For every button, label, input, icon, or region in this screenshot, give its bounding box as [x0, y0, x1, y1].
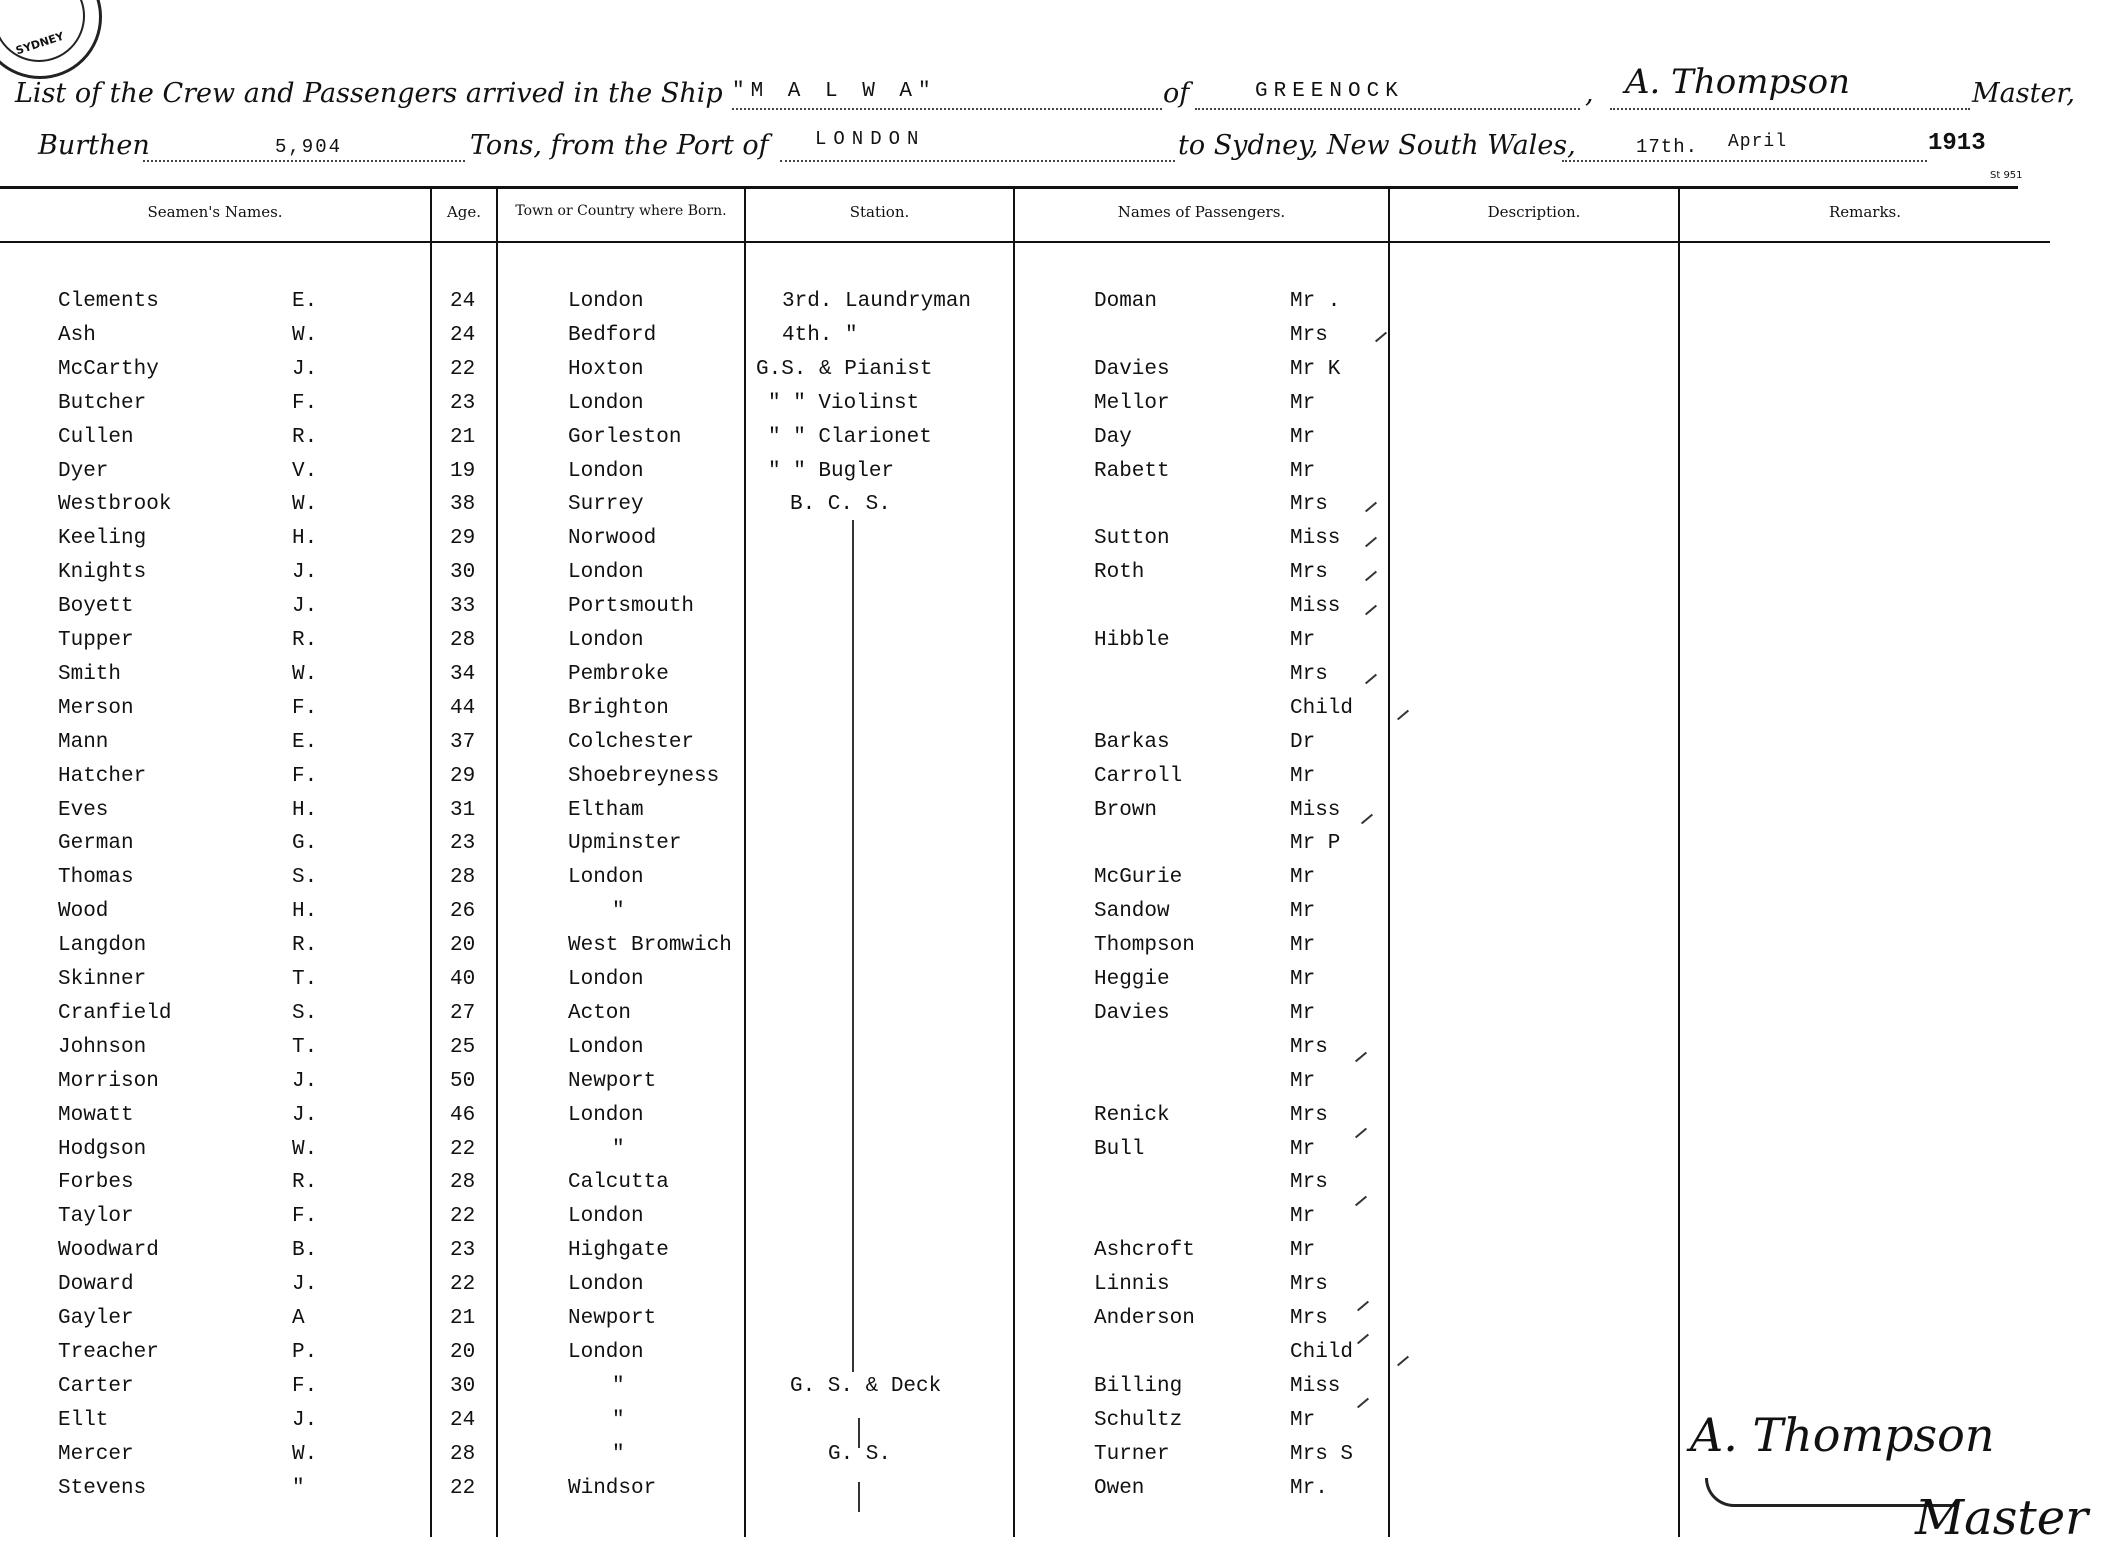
passenger-title: Miss — [1290, 527, 1341, 550]
seaman-surname: Ash — [58, 324, 96, 347]
passenger-name: McGurie — [1094, 866, 1183, 889]
seaman-initial: E. — [292, 731, 318, 754]
seaman-initial: F. — [292, 392, 318, 415]
seaman-initial: W. — [292, 324, 318, 347]
seaman-initial: W. — [292, 1138, 318, 1161]
seaman-initial: W. — [292, 493, 318, 516]
passenger-name: Schultz — [1094, 1409, 1183, 1432]
seaman-initial: A — [292, 1307, 305, 1330]
seaman-birthplace: London — [568, 290, 644, 313]
seaman-birthplace: " — [612, 1375, 625, 1398]
passenger-name: Doman — [1094, 290, 1158, 313]
seaman-birthplace: Windsor — [568, 1477, 657, 1500]
seaman-age: 50 — [450, 1070, 476, 1093]
passenger-title: Mrs — [1290, 1104, 1328, 1127]
seaman-surname: Butcher — [58, 392, 147, 415]
seaman-initial: F. — [292, 1205, 318, 1228]
seaman-surname: McCarthy — [58, 358, 159, 381]
seaman-initial: W. — [292, 1443, 318, 1466]
seaman-birthplace: Bedford — [568, 324, 657, 347]
tick-mark — [1365, 571, 1377, 582]
col-head-age: Age. — [446, 203, 482, 221]
passenger-name: Thompson — [1094, 934, 1195, 957]
tick-mark — [1361, 814, 1373, 825]
seaman-surname: Mann — [58, 731, 109, 754]
seaman-initial: F. — [292, 697, 318, 720]
seaman-age: 20 — [450, 934, 476, 957]
tick-mark — [1365, 674, 1377, 685]
passenger-title: Mr — [1290, 460, 1316, 483]
seaman-surname: Knights — [58, 561, 147, 584]
seaman-surname: Johnson — [58, 1036, 147, 1059]
seaman-initial: S. — [292, 1002, 318, 1025]
passenger-title: Mrs — [1290, 1036, 1328, 1059]
seaman-initial: E. — [292, 290, 318, 313]
tick-mark — [1397, 1356, 1409, 1367]
passenger-name: Turner — [1094, 1443, 1170, 1466]
seaman-age: 20 — [450, 1341, 476, 1364]
passenger-name: Carroll — [1094, 765, 1183, 788]
seaman-initial: F. — [292, 1375, 318, 1398]
seaman-age: 37 — [450, 731, 476, 754]
passenger-name: Mellor — [1094, 392, 1170, 415]
date-line — [1562, 160, 1927, 162]
master-line — [1610, 108, 1970, 110]
col-divider-station — [744, 188, 746, 1537]
seaman-surname: Dyer — [58, 460, 109, 483]
seaman-surname: German — [58, 832, 134, 855]
from-port-line — [780, 160, 1175, 162]
seaman-birthplace: London — [568, 866, 644, 889]
seaman-station: B. C. S. — [790, 493, 891, 516]
from-port: LONDON — [815, 128, 926, 150]
seaman-initial: R. — [292, 934, 318, 957]
seaman-age: 29 — [450, 765, 476, 788]
col-head-description: Description. — [1487, 203, 1581, 221]
seaman-birthplace: London — [568, 561, 644, 584]
year: 1913 — [1928, 130, 1986, 157]
seaman-birthplace: Portsmouth — [568, 595, 695, 618]
passenger-title: Mr. — [1290, 1477, 1328, 1500]
passenger-title: Miss — [1290, 799, 1341, 822]
passenger-name: Hibble — [1094, 629, 1170, 652]
seaman-birthplace: Gorleston — [568, 426, 682, 449]
seaman-birthplace: " — [612, 900, 625, 923]
col-divider-born — [496, 188, 498, 1537]
header-bottom-rule — [0, 241, 2050, 243]
passenger-title: Mr — [1290, 426, 1316, 449]
seaman-station: G.S. & Pianist — [756, 358, 933, 381]
seaman-initial: " — [292, 1477, 305, 1500]
seaman-age: 22 — [450, 1273, 476, 1296]
seaman-station: " " Violinst — [768, 392, 920, 415]
passenger-title: Child — [1290, 697, 1354, 720]
col-divider-passengers — [1013, 188, 1015, 1537]
passenger-title: Child — [1290, 1341, 1354, 1364]
seaman-initial: P. — [292, 1341, 318, 1364]
seaman-birthplace: London — [568, 460, 644, 483]
tick-mark — [1357, 1398, 1369, 1409]
seaman-station: 3rd. Laundryman — [782, 290, 972, 313]
seaman-age: 24 — [450, 1409, 476, 1432]
tick-mark — [1375, 332, 1387, 343]
tick-mark — [1365, 502, 1377, 513]
passenger-name: Davies — [1094, 358, 1170, 381]
col-head-passengers: Names of Passengers. — [1117, 203, 1286, 221]
seaman-initial: T. — [292, 968, 318, 991]
seaman-age: 19 — [450, 460, 476, 483]
passenger-name: Barkas — [1094, 731, 1170, 754]
seaman-surname: Tupper — [58, 629, 134, 652]
seaman-birthplace: London — [568, 1205, 644, 1228]
seaman-birthplace: " — [612, 1138, 625, 1161]
seaman-age: 23 — [450, 832, 476, 855]
passenger-title: Mr — [1290, 1070, 1316, 1093]
passenger-title: Mr — [1290, 1138, 1316, 1161]
seaman-birthplace: Colchester — [568, 731, 695, 754]
passenger-title: Mr — [1290, 968, 1316, 991]
seaman-initial: J. — [292, 1070, 318, 1093]
seaman-initial: J. — [292, 1273, 318, 1296]
seaman-age: 23 — [450, 1239, 476, 1262]
seaman-birthplace: Shoebreyness — [568, 765, 720, 788]
seaman-birthplace: London — [568, 1104, 644, 1127]
seaman-age: 30 — [450, 1375, 476, 1398]
passenger-name: Roth — [1094, 561, 1145, 584]
seaman-surname: Smith — [58, 663, 122, 686]
seaman-initial: J. — [292, 358, 318, 381]
seaman-age: 29 — [450, 527, 476, 550]
seaman-surname: Forbes — [58, 1171, 134, 1194]
passenger-title: Mrs — [1290, 663, 1328, 686]
seaman-surname: Woodward — [58, 1239, 159, 1262]
seaman-birthplace: London — [568, 392, 644, 415]
seaman-surname: Doward — [58, 1273, 134, 1296]
seaman-age: 34 — [450, 663, 476, 686]
seaman-age: 21 — [450, 1307, 476, 1330]
passenger-title: Mr K — [1290, 358, 1341, 381]
seaman-birthplace: Norwood — [568, 527, 657, 550]
passenger-title: Mr — [1290, 900, 1316, 923]
seaman-station: G. S. & Deck — [790, 1375, 942, 1398]
tick-mark — [1365, 537, 1377, 548]
seaman-age: 21 — [450, 426, 476, 449]
seaman-surname: Thomas — [58, 866, 134, 889]
seaman-birthplace: London — [568, 968, 644, 991]
to-sydney-label: to Sydney, New South Wales, — [1178, 130, 1576, 161]
seaman-birthplace: Eltham — [568, 799, 644, 822]
passenger-name: Linnis — [1094, 1273, 1170, 1296]
passenger-title: Mrs — [1290, 1307, 1328, 1330]
seaman-birthplace: London — [568, 629, 644, 652]
seaman-age: 24 — [450, 324, 476, 347]
passenger-title: Mrs — [1290, 493, 1328, 516]
col-head-born: Town or Country where Born. — [515, 203, 727, 219]
seaman-birthplace: Newport — [568, 1070, 657, 1093]
passenger-name: Billing — [1094, 1375, 1183, 1398]
seaman-birthplace: London — [568, 1036, 644, 1059]
seaman-initial: H. — [292, 799, 318, 822]
form-number: St 951 — [1990, 170, 2023, 181]
station-ditto-line-3 — [858, 1482, 860, 1512]
passenger-name: Day — [1094, 426, 1132, 449]
seaman-initial: F. — [292, 765, 318, 788]
date-day: 17th. — [1636, 136, 1699, 158]
seaman-surname: Ellt — [58, 1409, 109, 1432]
passenger-title: Mr — [1290, 629, 1316, 652]
passenger-title: Miss — [1290, 1375, 1341, 1398]
seaman-surname: Merson — [58, 697, 134, 720]
passenger-title: Mr — [1290, 765, 1316, 788]
seaman-station: " " Bugler — [768, 460, 895, 483]
burthen-label: Burthen — [38, 130, 150, 161]
seaman-birthplace: London — [568, 1273, 644, 1296]
footer-signature-role: Master — [1915, 1490, 2089, 1546]
seaman-age: 24 — [450, 290, 476, 313]
seaman-birthplace: Highgate — [568, 1239, 669, 1262]
seaman-birthplace: Hoxton — [568, 358, 644, 381]
seaman-initial: R. — [292, 426, 318, 449]
registry-line — [1195, 108, 1580, 110]
passenger-title: Mr — [1290, 1002, 1316, 1025]
seaman-surname: Wood — [58, 900, 109, 923]
burthen-line — [143, 160, 465, 162]
date-month: April — [1728, 132, 1788, 152]
passenger-name: Rabett — [1094, 460, 1170, 483]
seaman-surname: Treacher — [58, 1341, 159, 1364]
master-signature: A. Thompson — [1625, 62, 1851, 102]
seaman-birthplace: Upminster — [568, 832, 682, 855]
passenger-title: Mrs — [1290, 1273, 1328, 1296]
seaman-surname: Taylor — [58, 1205, 134, 1228]
seaman-initial: R. — [292, 629, 318, 652]
seaman-surname: Langdon — [58, 934, 147, 957]
passenger-title: Mrs S — [1290, 1443, 1354, 1466]
seaman-surname: Gayler — [58, 1307, 134, 1330]
passenger-title: Mrs — [1290, 1171, 1328, 1194]
seaman-birthplace: Pembroke — [568, 663, 669, 686]
seaman-initial: S. — [292, 866, 318, 889]
passenger-name: Bull — [1094, 1138, 1145, 1161]
tick-mark — [1355, 1196, 1367, 1207]
col-divider-remarks — [1678, 188, 1680, 1537]
seaman-initial: J. — [292, 1409, 318, 1432]
tick-mark — [1397, 710, 1409, 721]
seaman-age: 22 — [450, 1477, 476, 1500]
passenger-title: Mr . — [1290, 290, 1341, 313]
passenger-name: Sutton — [1094, 527, 1170, 550]
seaman-initial: J. — [292, 1104, 318, 1127]
seaman-initial: J. — [292, 561, 318, 584]
ship-name-line — [732, 108, 1162, 110]
passenger-title: Mr — [1290, 934, 1316, 957]
seaman-surname: Cranfield — [58, 1002, 172, 1025]
seaman-age: 23 — [450, 392, 476, 415]
seaman-age: 26 — [450, 900, 476, 923]
seaman-surname: Cullen — [58, 426, 134, 449]
seaman-birthplace: " — [612, 1409, 625, 1432]
seaman-birthplace: Newport — [568, 1307, 657, 1330]
passenger-title: Mr — [1290, 392, 1316, 415]
official-seal — [0, 0, 102, 79]
passenger-title: Mr — [1290, 1239, 1316, 1262]
seaman-surname: Carter — [58, 1375, 134, 1398]
seaman-initial: J. — [292, 595, 318, 618]
port-of-registry: GREENOCK — [1255, 80, 1404, 103]
seaman-age: 22 — [450, 1138, 476, 1161]
tick-mark — [1357, 1334, 1369, 1345]
seaman-surname: Morrison — [58, 1070, 159, 1093]
seaman-surname: Westbrook — [58, 493, 172, 516]
seaman-initial: T. — [292, 1036, 318, 1059]
col-head-station: Station. — [849, 203, 910, 221]
passenger-name: Ashcroft — [1094, 1239, 1195, 1262]
passenger-title: Mr P — [1290, 832, 1341, 855]
seaman-birthplace: London — [568, 1341, 644, 1364]
seaman-surname: Stevens — [58, 1477, 147, 1500]
of-label: of — [1163, 78, 1190, 109]
passenger-title: Miss — [1290, 595, 1341, 618]
seaman-initial: B. — [292, 1239, 318, 1262]
seaman-initial: H. — [292, 900, 318, 923]
seaman-surname: Hodgson — [58, 1138, 147, 1161]
tons-from-label: Tons, from the Port of — [470, 130, 769, 161]
passenger-name: Owen — [1094, 1477, 1145, 1500]
passenger-name: Sandow — [1094, 900, 1170, 923]
seaman-initial: V. — [292, 460, 318, 483]
passenger-title: Mrs — [1290, 324, 1328, 347]
tick-mark — [1355, 1052, 1367, 1063]
station-ditto-line — [852, 520, 854, 1372]
seaman-surname: Mowatt — [58, 1104, 134, 1127]
seaman-initial: R. — [292, 1171, 318, 1194]
seaman-birthplace: Calcutta — [568, 1171, 669, 1194]
seaman-age: 25 — [450, 1036, 476, 1059]
seaman-initial: G. — [292, 832, 318, 855]
seaman-birthplace: Acton — [568, 1002, 632, 1025]
seaman-station: 4th. " — [782, 324, 858, 347]
tick-mark — [1355, 1128, 1367, 1139]
passenger-title: Mr — [1290, 1205, 1316, 1228]
col-divider-description — [1388, 188, 1390, 1537]
col-head-remarks: Remarks. — [1828, 203, 1902, 221]
passenger-name: Renick — [1094, 1104, 1170, 1127]
seaman-age: 30 — [450, 561, 476, 584]
passenger-name: Davies — [1094, 1002, 1170, 1025]
seaman-surname: Skinner — [58, 968, 147, 991]
seaman-birthplace: West Bromwich — [568, 934, 732, 957]
header-top-rule — [0, 186, 2018, 189]
col-divider-age — [430, 188, 432, 1537]
passenger-title: Dr — [1290, 731, 1316, 754]
seaman-initial: W. — [292, 663, 318, 686]
seaman-birthplace: " — [612, 1443, 625, 1466]
seaman-age: 46 — [450, 1104, 476, 1127]
title-prefix: List of the Crew and Passengers arrived in the Ship — [15, 78, 723, 109]
passenger-title: Mr — [1290, 866, 1316, 889]
seal-text: SYDNEY — [14, 29, 66, 58]
passenger-name: Heggie — [1094, 968, 1170, 991]
seaman-surname: Hatcher — [58, 765, 147, 788]
tick-mark — [1365, 605, 1377, 616]
seaman-surname: Boyett — [58, 595, 134, 618]
seaman-age: 28 — [450, 866, 476, 889]
seaman-surname: Eves — [58, 799, 109, 822]
seaman-station: G. S. — [828, 1443, 892, 1466]
seaman-age: 22 — [450, 1205, 476, 1228]
footer-signature-name: A. Thompson — [1690, 1408, 1995, 1462]
seaman-age: 28 — [450, 1443, 476, 1466]
col-head-seamen: Seamen's Names. — [147, 203, 283, 221]
seaman-age: 31 — [450, 799, 476, 822]
comma: , — [1585, 78, 1594, 109]
seaman-surname: Clements — [58, 290, 159, 313]
seaman-surname: Mercer — [58, 1443, 134, 1466]
seaman-age: 27 — [450, 1002, 476, 1025]
passenger-title: Mr — [1290, 1409, 1316, 1432]
seaman-birthplace: Surrey — [568, 493, 644, 516]
seaman-station: " " Clarionet — [768, 426, 932, 449]
seaman-age: 28 — [450, 1171, 476, 1194]
passenger-name: Brown — [1094, 799, 1158, 822]
tick-mark — [1357, 1301, 1369, 1312]
seaman-age: 38 — [450, 493, 476, 516]
passenger-title: Mrs — [1290, 561, 1328, 584]
passenger-name: Anderson — [1094, 1307, 1195, 1330]
seaman-age: 28 — [450, 629, 476, 652]
seaman-initial: H. — [292, 527, 318, 550]
seaman-birthplace: Brighton — [568, 697, 669, 720]
seaman-age: 22 — [450, 358, 476, 381]
seaman-surname: Keeling — [58, 527, 147, 550]
ship-name: "M A L W A" — [732, 80, 937, 103]
seaman-age: 44 — [450, 697, 476, 720]
seaman-age: 33 — [450, 595, 476, 618]
seaman-age: 40 — [450, 968, 476, 991]
tons-value: 5,904 — [275, 136, 343, 158]
master-label: Master, — [1972, 78, 2075, 109]
